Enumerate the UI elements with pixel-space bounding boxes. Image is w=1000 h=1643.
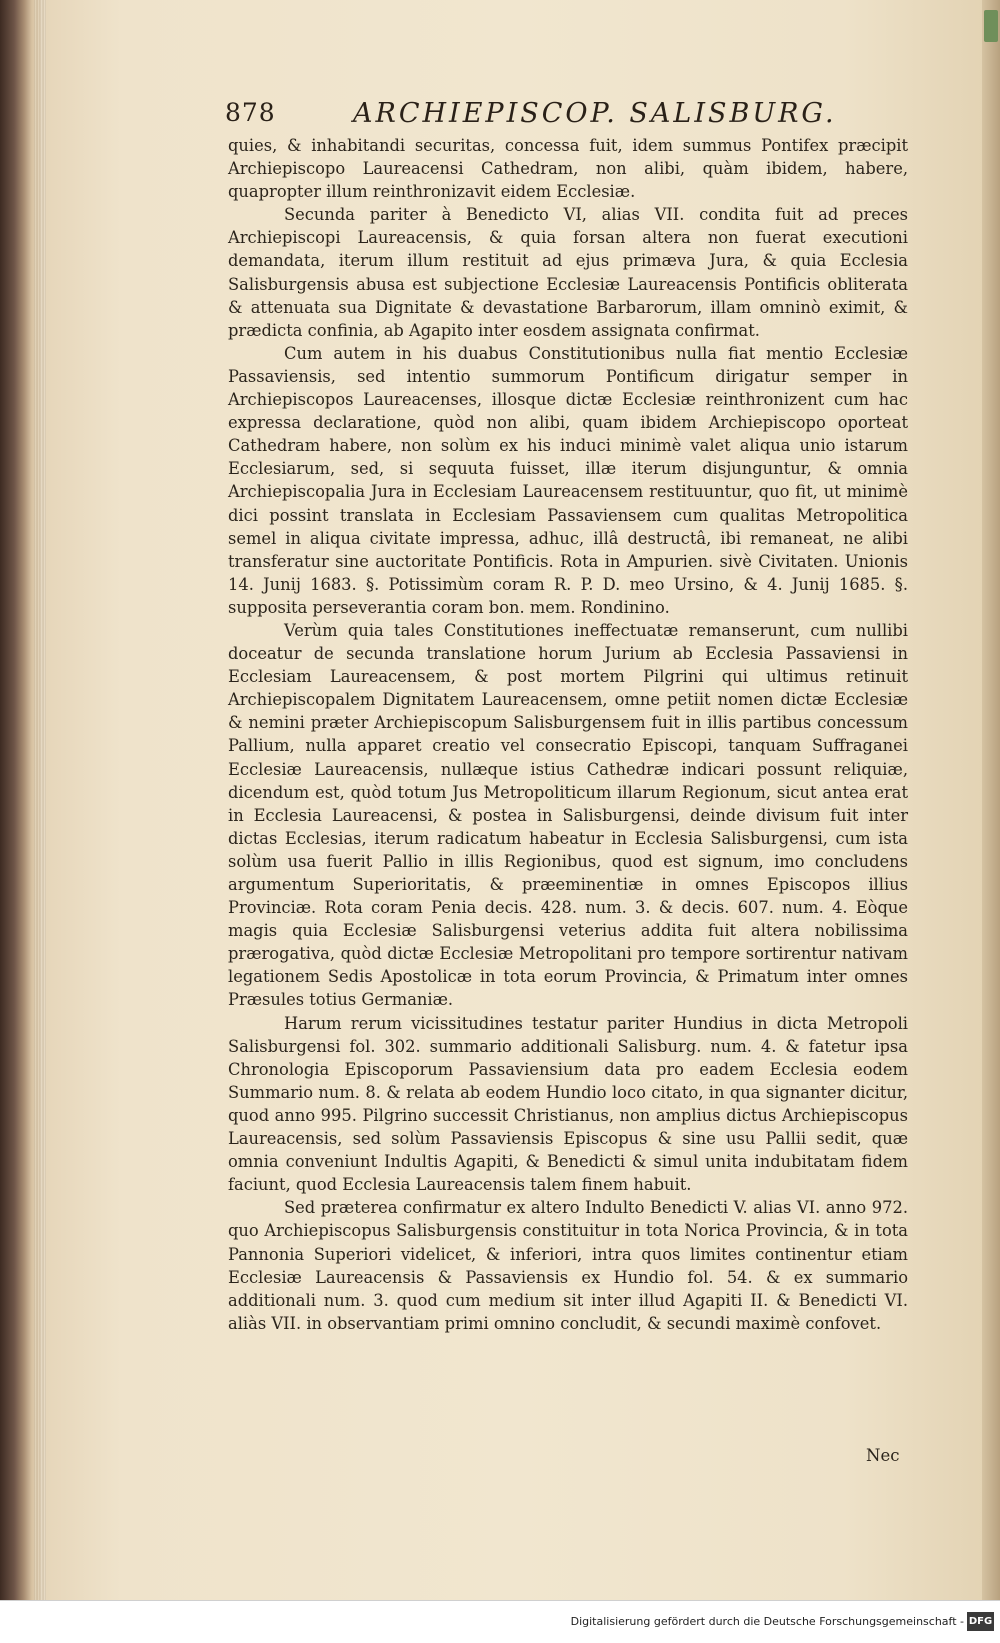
page-header xyxy=(225,98,925,127)
paragraph: Sed præterea confirmatur ex altero Indulto Benedicti V. alias VI. anno 972. quo Archiepiscopus Salisburgensis constituitur in tota Norica Provincia, & in tota Pannonia Superiori videlicet, & inferiori, intra quos limites continentur etiam Ecclesiæ Laureacensis & Passaviensis ex Hundio fol. 54. & ex summario additionali num. 3. quod cum medium sit inter illud Agapiti II. & Benedicti VI. aliàs VII. in observantiam primi omnino concludit, & secundi maximè confovet. xyxy=(228,1198,908,1333)
catchword: Nec xyxy=(866,1446,900,1465)
right-page-edge xyxy=(982,0,1000,1600)
paragraph: Secunda pariter à Benedicto VI, alias VII. condita fuit ad preces Archiepiscopi Laureacensis, & quia forsan altera non fuerat executioni demandata, iterum illum restituit ad ejus primæva Jura, & quia Ecclesia Salisburgensis abusa est subjectione Ecclesiæ Laureacensis Pontificis obliterata & attenuata sua Dignitate & devastatione Barbarorum, illam omninò eximit, & prædicta confinia, ab Agapito inter eosdem assignata confirmat. xyxy=(228,205,908,340)
paragraph: Cum autem in his duabus Constitutionibus nulla fiat mentio Ecclesiæ Passaviensis, sed intentio summorum Pontificum dirigatur semper in Archiepiscopos Laureacenses, illosque dictæ Ecclesiæ reinthronizent cum hac expressa declaratione, quòd non alibi, quam ibidem Archiepiscopo oporteat Cathedram habere, non solùm ex his induci minimè valet aliqua unio istarum Ecclesiarum, sed, si sequuta fuisset, illæ iterum disjunguntur, & omnia Archiepiscopalia Jura in Ecclesiam Laureacensem restituuntur, quo fit, ut minimè dici possint translata in Ecclesiam Passaviensem cum qualitas Metropolitica semel in aliqua civitate impressa, adhuc, illâ destructâ, ibi remaneat, ne alibi transferatur sine auctoritate Pontificis. Rota in Ampurien. sivè Civitaten. Unionis 14. Junij 1683. §. Potissimùm coram R. P. D. meo Ursino, & 4. Junij 1685. §. supposita perseverantia coram bon. mem. Rondinino. xyxy=(228,343,908,617)
body-text xyxy=(228,134,908,1335)
digitization-footer xyxy=(0,1600,1000,1643)
paragraph: Verùm quia tales Constitutiones ineffectuatæ remanserunt, cum nullibi doceatur de secunda translatione horum Jurium ab Ecclesia Passaviensi in Ecclesiam Laureacensem, & post mortem Pilgrini qui ultimus retinuit Archiepiscopalem Dignitatem Laureacensem, omne petiit nomen dictæ Ecclesiæ & nemini præter Archiepiscopum Salisburgensem fuit in illis partibus concessum Pallium, nulla apparet creatio vel consecratio Episcopi, tanquam Suffraganei Ecclesiæ Laureacensis, nullæque istius Cathedræ indicari possunt reliquiæ, dicendum est, quòd totum Jus Metropoliticum illarum Regionum, sicut antea erat in Ecclesia Laureacensi, & postea in Salisburgensi, deinde divisum fuit inter dictas Ecclesias, iterum radicatum habeatur in Ecclesia Salisburgensi, cum ista solùm usa fuerit Pallio in illis Regionibus, quod est signum, imo concludens argumentum Superioritatis, & præeminentiæ in omnes Episcopos illius Provinciæ. Rota coram Penia decis. 428. num. 3. & decis. 607. num. 4. Eòque magis quia Ecclesiæ Salisburgensi veterius addita fuit altera nobilissima prærogativa, quòd dictæ Ecclesiæ Metropolitani pro tempore sortirentur nativam legationem Sedis Apostolicæ in tota eorum Provincia, & Primatum inter omnes Præsules totius Germaniæ. xyxy=(228,620,908,1010)
running-head: ARCHIEPISCOP. SALISBURG. xyxy=(353,98,837,129)
dfg-logo: DFG xyxy=(967,1612,994,1631)
color-tab-marker xyxy=(984,10,998,42)
page-number: 878 xyxy=(225,98,276,127)
paragraph: quies, & inhabitandi securitas, concessa fuit, idem summus Pontifex præcipit Archiepiscopo Laureacensi Cathedram, non alibi, quàm ibidem, habere, quapropter illum reinthronizavit eidem Ecclesiæ. xyxy=(228,136,908,202)
funding-credit: Digitalisierung gefördert durch die Deutsche Forschungsgemeinschaft - xyxy=(570,1615,964,1628)
paragraph: Harum rerum vicissitudines testatur pariter Hundius in dicta Metropoli Salisburgensi fol. 302. summario additionali Salisburg. num. 4. & fatetur ipsa Chronologia Episcoporum Passaviensium data pro eadem Ecclesia eodem Summario num. 8. & relata ab eodem Hundio loco citato, in qua signanter dicitur, quod anno 995. Pilgrino successit Christianus, non amplius dictus Archiepiscopus Laureacensis, sed solùm Passaviensis Episcopus & sine usu Pallii sedit, quæ omnia conveniunt Indultis Agapiti, & Benedicti & simul unita indubitatam fidem faciunt, quod Ecclesia Laureacensis talem finem habuit. xyxy=(228,1013,908,1195)
